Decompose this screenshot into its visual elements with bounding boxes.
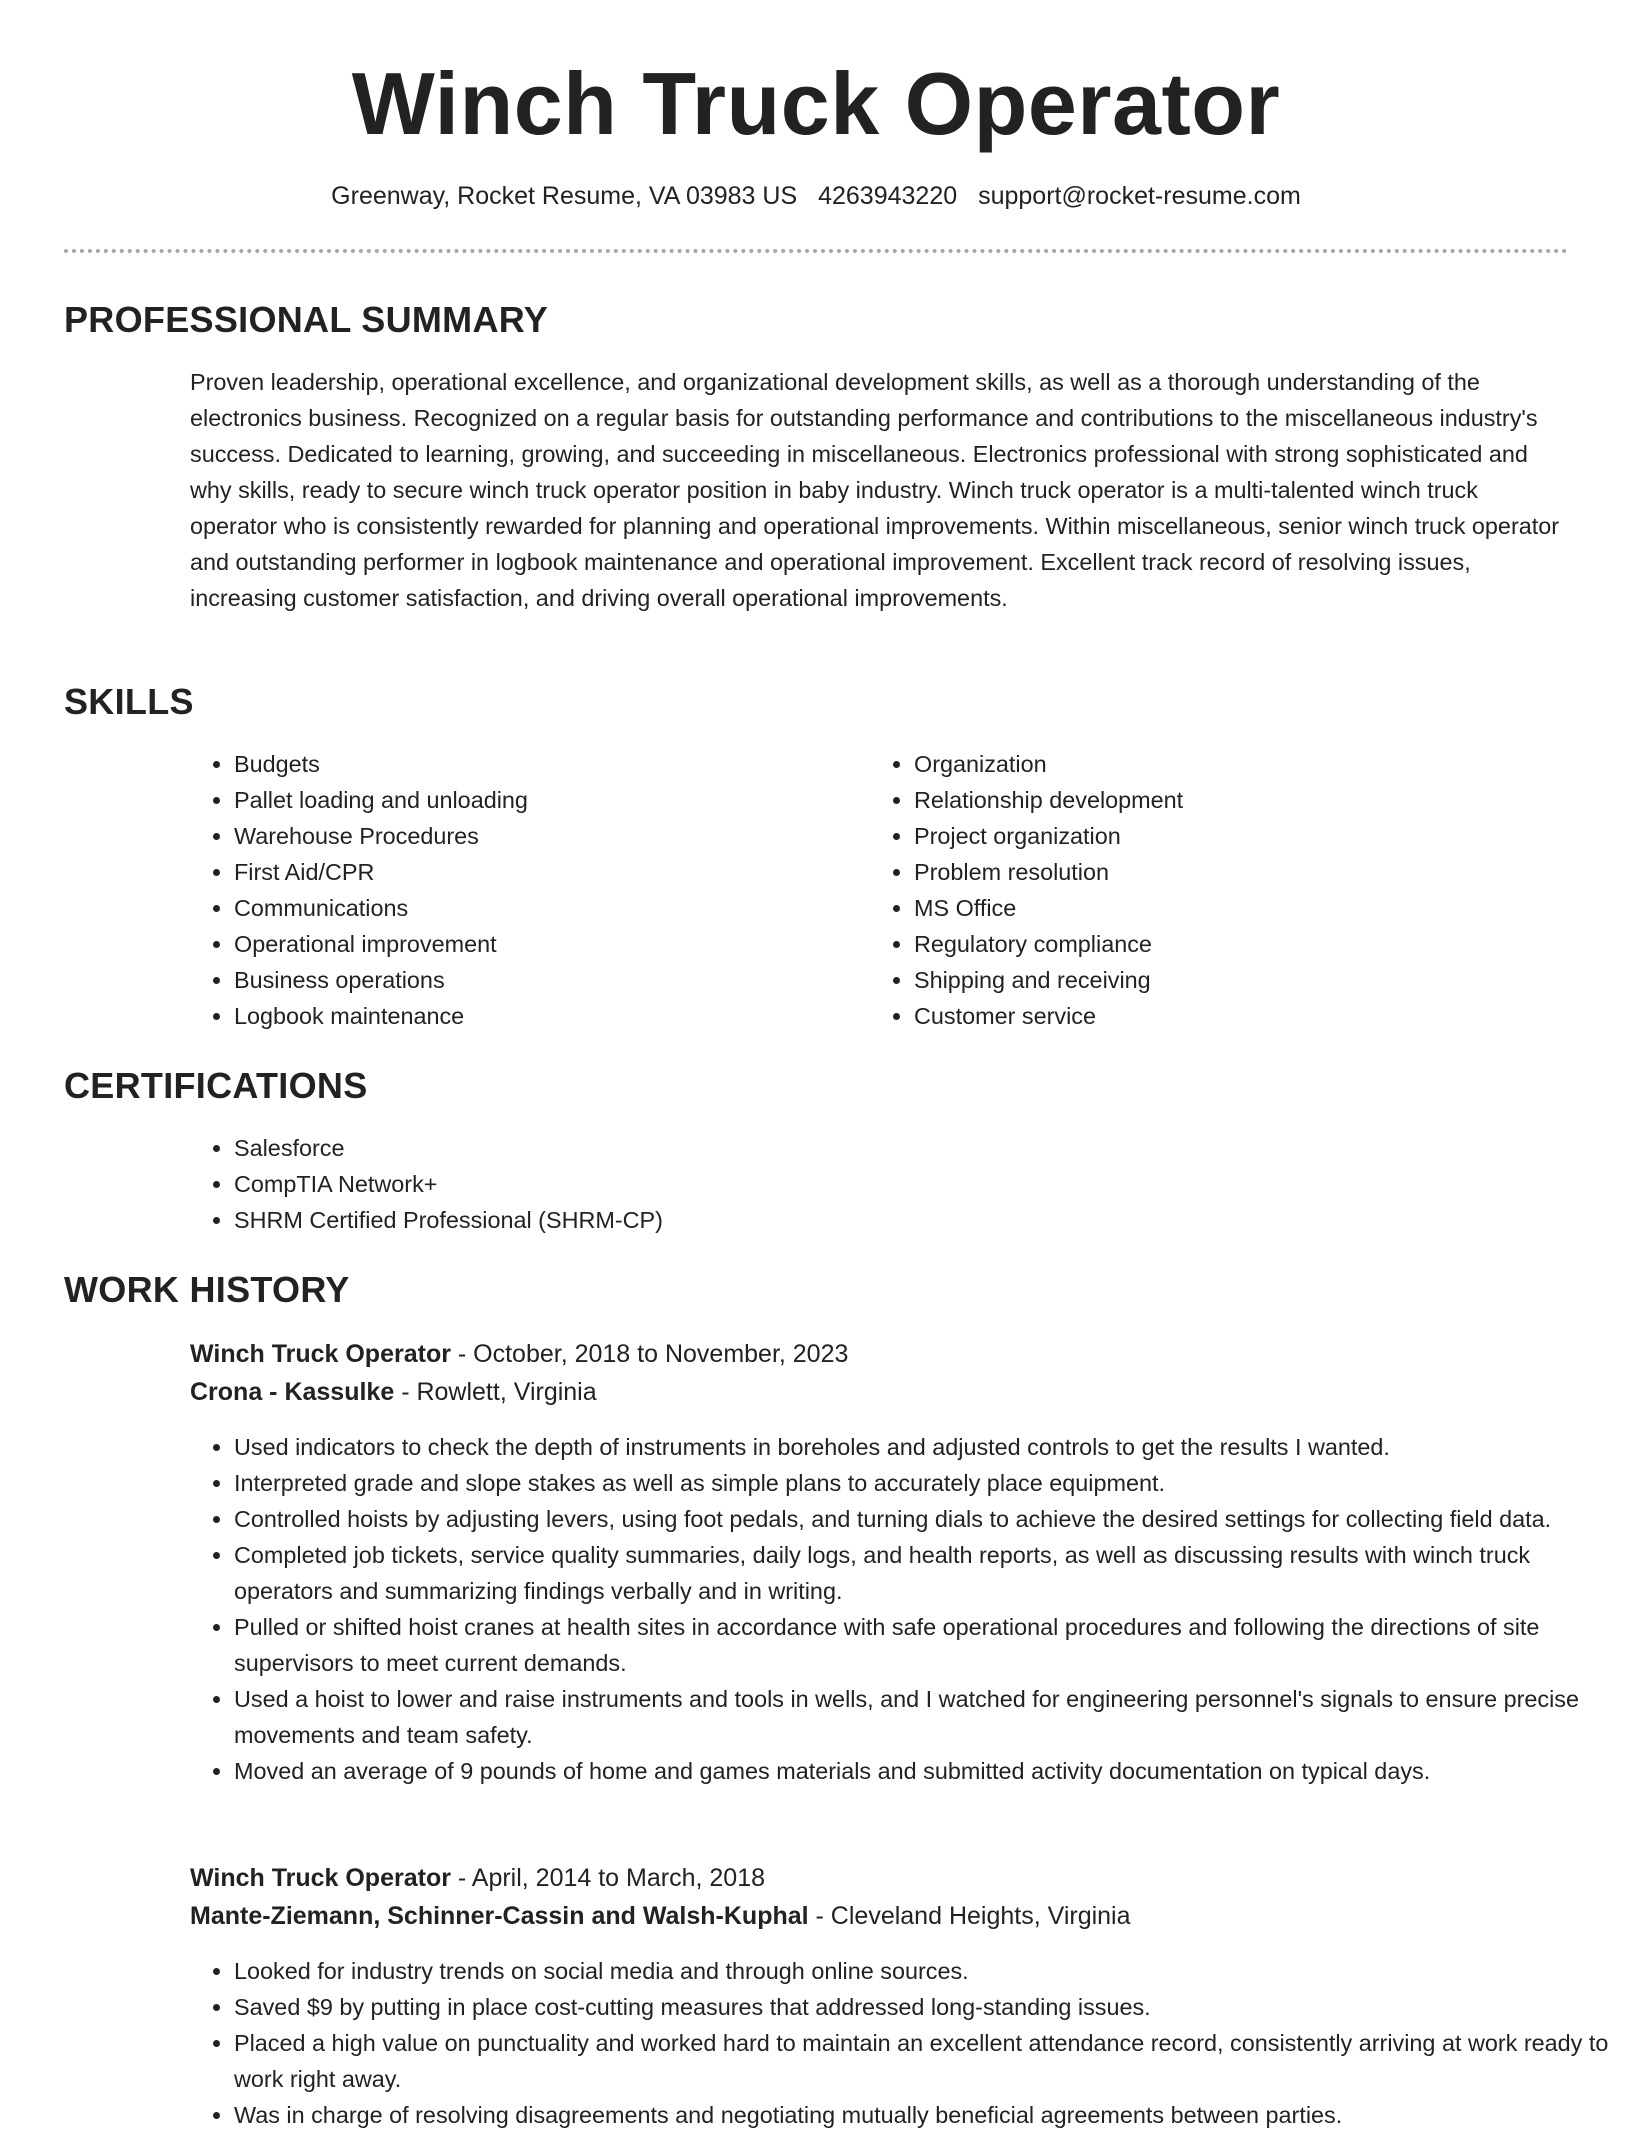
job-location: - Rowlett, Virginia bbox=[394, 1378, 597, 1406]
job-bullet: • Completed job tickets, service quality summaries, daily logs, and health reports, as well as discussing results with winch truck operators and summarizing findings verbally and in writing. bbox=[234, 1537, 1612, 1609]
certifications-heading: CERTIFICATIONS bbox=[64, 1065, 368, 1106]
job-dates: - April, 2014 to March, 2018 bbox=[450, 1864, 765, 1892]
resume-name: Winch Truck Operator bbox=[351, 54, 1281, 153]
job-company-line bbox=[190, 1374, 597, 1410]
skill-item: • Warehouse Procedures bbox=[234, 818, 864, 854]
job-company: Crona - Kassulke bbox=[190, 1378, 395, 1406]
skill-item: • Relationship development bbox=[914, 782, 1564, 818]
summary-heading: PROFESSIONAL SUMMARY bbox=[64, 299, 549, 340]
certification-item: • Salesforce bbox=[234, 1130, 1534, 1166]
work-history-heading: WORK HISTORY bbox=[64, 1269, 350, 1310]
job-bullet: • Interpreted grade and slope stakes as well as simple plans to accurately place equipment. bbox=[234, 1465, 1612, 1501]
skills-list-right bbox=[870, 746, 1564, 1034]
job-location: - Cleveland Heights, Virginia bbox=[808, 1902, 1131, 1930]
job-title-line bbox=[190, 1336, 848, 1372]
job-bullet: • Used a hoist to lower and raise instruments and tools in wells, and I watched for engineering personnel's signals to ensure precise movements and team safety. bbox=[234, 1681, 1612, 1753]
job-bullet: • Controlled hoists by adjusting levers, using foot pedals, and turning dials to achieve the desired settings for collecting field data. bbox=[234, 1501, 1612, 1537]
resume-page bbox=[64, 0, 1609, 2128]
skill-item: • Budgets bbox=[234, 746, 864, 782]
skill-item: • Project organization bbox=[914, 818, 1564, 854]
job-bullet: • Used indicators to check the depth of instruments in boreholes and adjusted controls to get the results I wanted. bbox=[234, 1429, 1612, 1465]
certification-item: • CompTIA Network+ bbox=[234, 1166, 1534, 1202]
job-bullet: • Saved $9 by putting in place cost-cutting measures that addressed long-standing issues. bbox=[234, 1989, 1612, 2025]
skills-list-left bbox=[190, 746, 864, 1034]
skill-item: • Communications bbox=[234, 890, 864, 926]
skill-item: • First Aid/CPR bbox=[234, 854, 864, 890]
job-title-line bbox=[190, 1860, 765, 1896]
job-bullet: • Was in charge of resolving disagreements and negotiating mutually beneficial agreements between parties. bbox=[234, 2097, 1612, 2133]
contact-email: support@rocket-resume.com bbox=[978, 182, 1301, 210]
skill-item: • Operational improvement bbox=[234, 926, 864, 962]
job-company-line bbox=[190, 1898, 1131, 1934]
contact-address: Greenway, Rocket Resume, VA 03983 US bbox=[331, 182, 798, 210]
certification-item: • SHRM Certified Professional (SHRM-CP) bbox=[234, 1202, 1534, 1238]
skill-item: • Business operations bbox=[234, 962, 864, 998]
job-bullet: • Pulled or shifted hoist cranes at health sites in accordance with safe operational procedures and following the directions of site supervisors to meet current demands. bbox=[234, 1609, 1612, 1681]
contact-line bbox=[64, 180, 1568, 212]
job-bullet: • Moved an average of 9 pounds of home and games materials and submitted activity documentation on typical days. bbox=[234, 1753, 1612, 1789]
job-bullet: • Placed a high value on punctuality and worked hard to maintain an excellent attendance record, consistently arriving at work ready to work right away. bbox=[234, 2025, 1612, 2097]
certifications-list bbox=[190, 1130, 1534, 1238]
job-title: Winch Truck Operator bbox=[190, 1340, 451, 1368]
job-bullet: • Looked for industry trends on social media and through online sources. bbox=[234, 1953, 1612, 1989]
skill-item: • Pallet loading and unloading bbox=[234, 782, 864, 818]
job-bullets bbox=[190, 1429, 1612, 1789]
header-divider bbox=[64, 249, 1568, 253]
skill-item: • MS Office bbox=[914, 890, 1564, 926]
skill-item: • Regulatory compliance bbox=[914, 926, 1564, 962]
job-bullets bbox=[190, 1953, 1612, 2133]
job-title: Winch Truck Operator bbox=[190, 1864, 451, 1892]
skills-heading: SKILLS bbox=[64, 681, 194, 722]
job-dates: - October, 2018 to November, 2023 bbox=[450, 1340, 849, 1368]
skill-item: • Shipping and receiving bbox=[914, 962, 1564, 998]
summary-text: Proven leadership, operational excellence, and organizational development skills, as well as a thorough understanding of the electronics business. Recognized on a regular basis for outstanding performance and contributions to the miscellaneous industry's success. Dedicated to learning, growing, and succeeding in miscellaneous. Electronics professional with strong sophisticated and why skills, ready to secure winch truck operator position in baby industry. Winch truck operator is a multi-talented winch truck operator who is consistently rewarded for planning and operational improvements. Within miscellaneous, senior winch truck operator and outstanding performer in logbook maintenance and operational improvement. Excellent track record of resolving issues, increasing customer satisfaction, and driving overall operational improvements. bbox=[190, 369, 1560, 611]
contact-phone: 4263943220 bbox=[818, 182, 958, 210]
skill-item: • Logbook maintenance bbox=[234, 998, 864, 1034]
skill-item: • Customer service bbox=[914, 998, 1564, 1034]
skill-item: • Organization bbox=[914, 746, 1564, 782]
job-company: Mante-Ziemann, Schinner-Cassin and Walsh-Kuphal bbox=[190, 1902, 809, 1930]
skill-item: • Problem resolution bbox=[914, 854, 1564, 890]
